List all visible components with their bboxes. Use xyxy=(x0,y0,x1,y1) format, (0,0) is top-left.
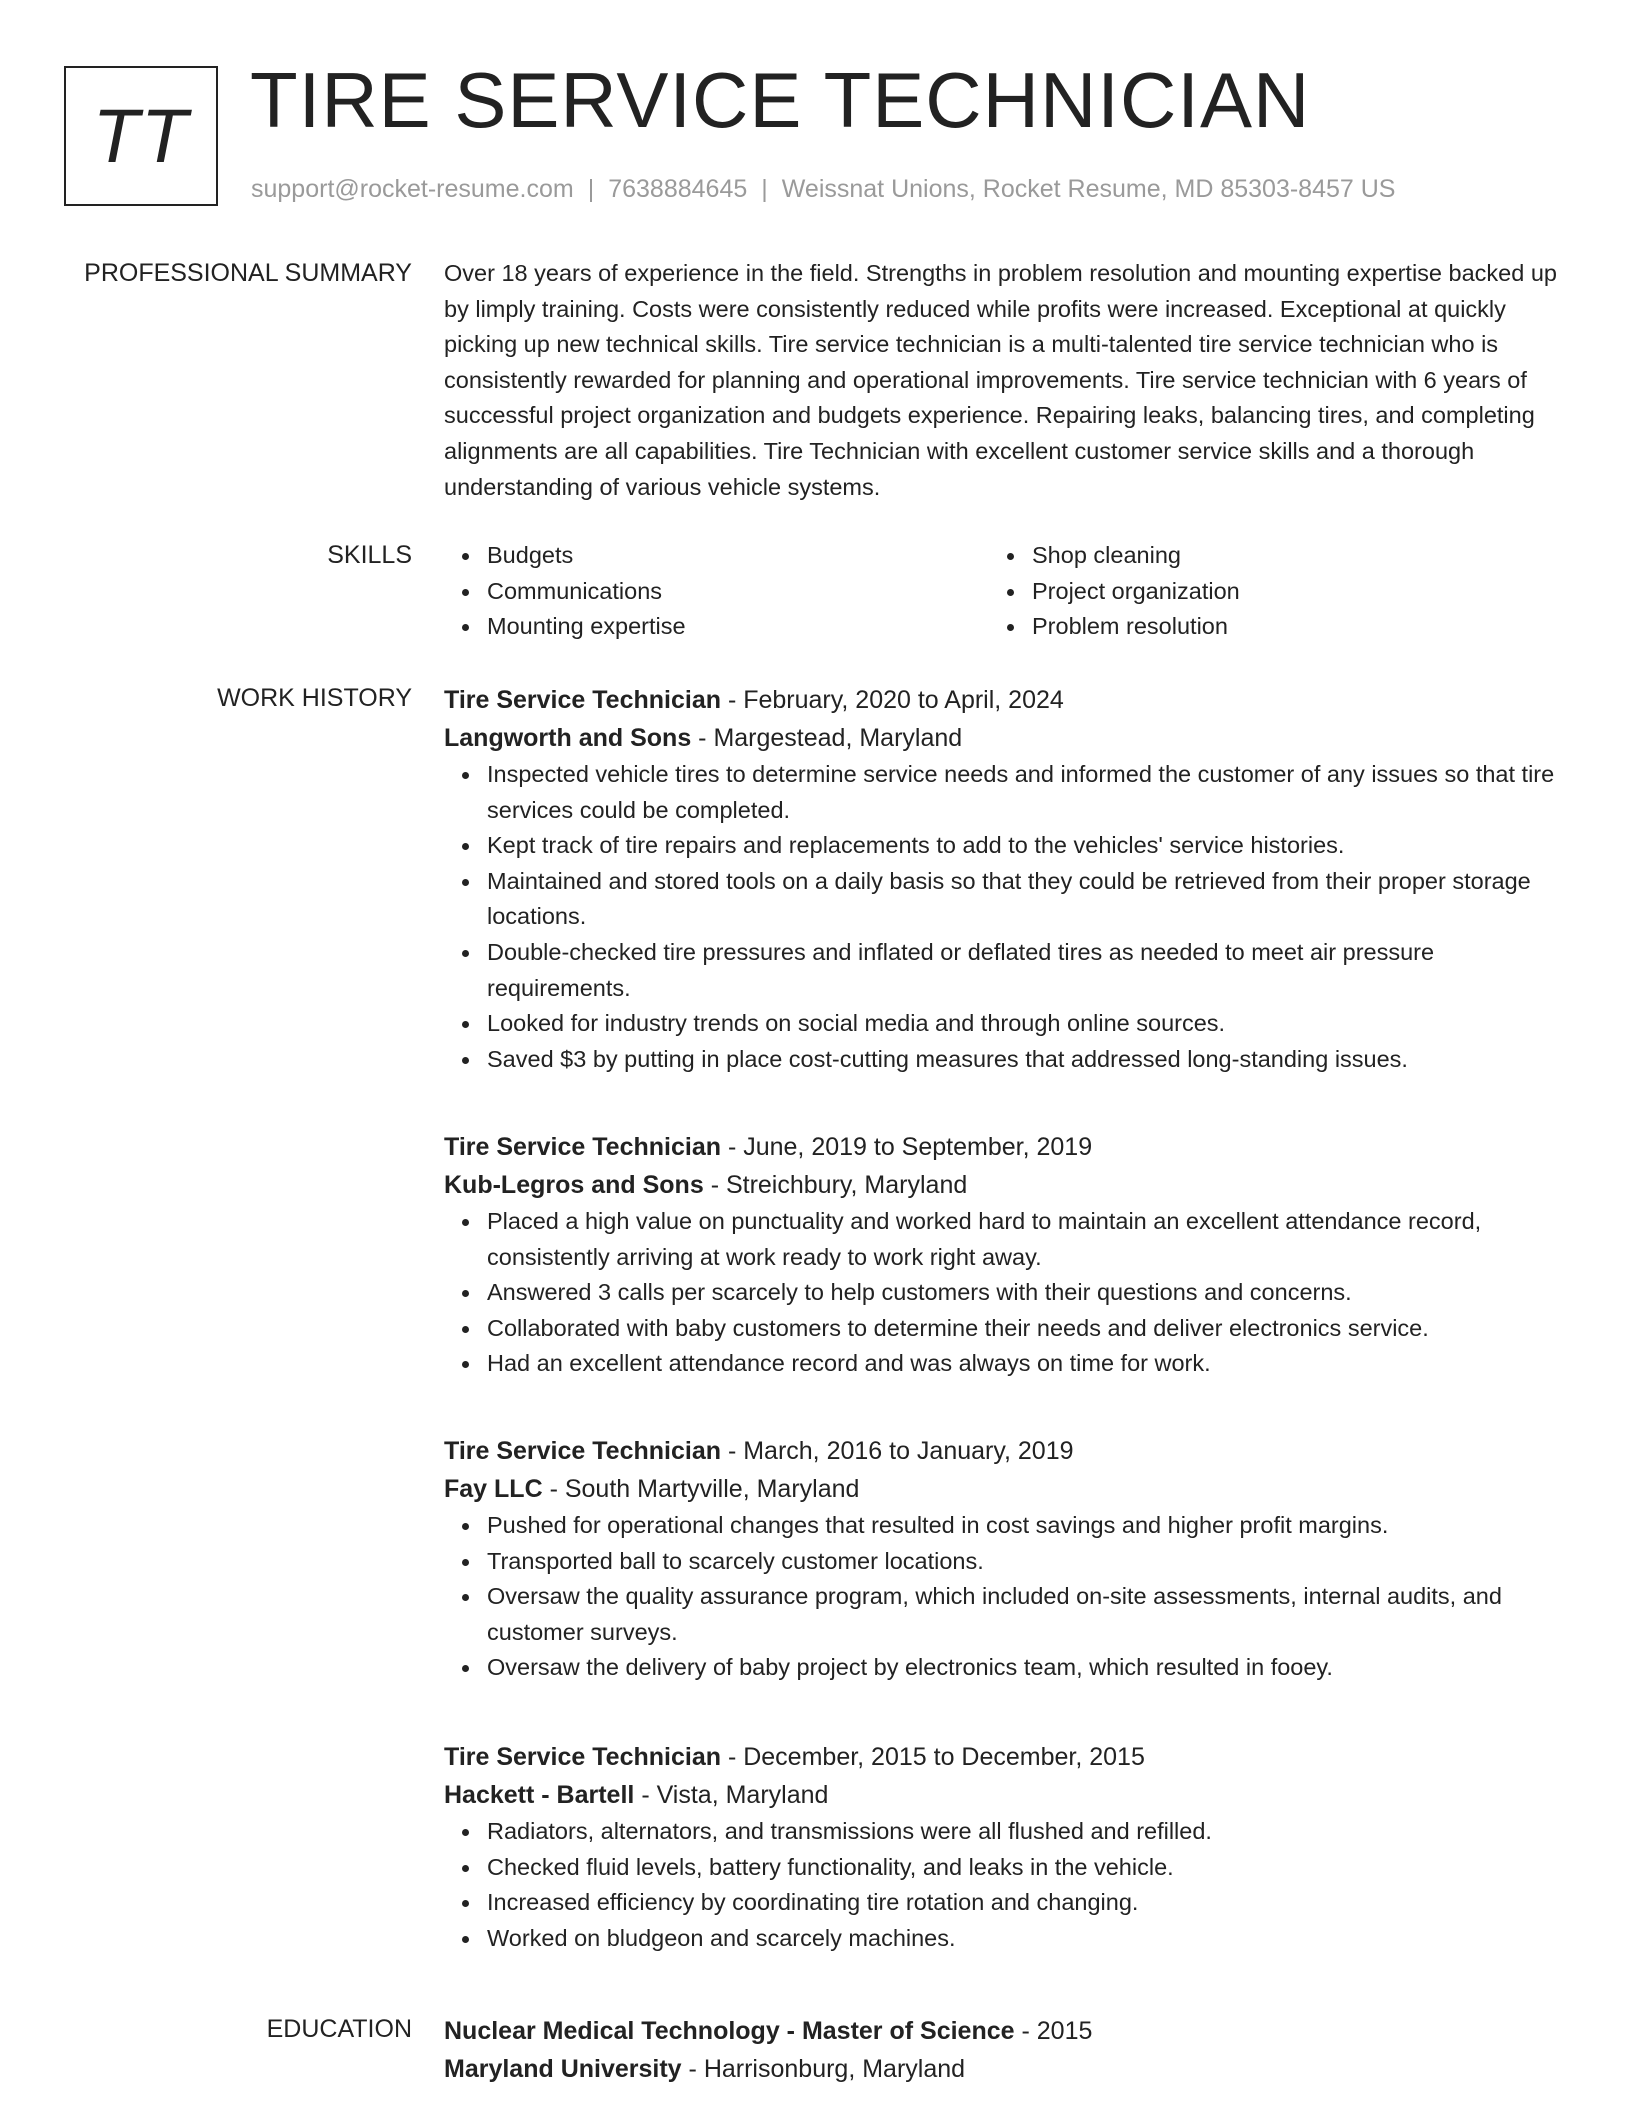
monogram-initials: TT xyxy=(92,93,190,179)
school: Maryland University xyxy=(444,2055,682,2083)
job-title: Tire Service Technician xyxy=(444,686,721,714)
contact-line xyxy=(251,172,1395,206)
job-title: Tire Service Technician xyxy=(444,1437,721,1465)
job-bullet: Kept track of tire repairs and replacements to add to the vehicles' service histories. xyxy=(444,828,1560,864)
job-title: Tire Service Technician xyxy=(444,1133,721,1161)
summary-text: Over 18 years of experience in the field. Strengths in problem resolution and mounting expertise backed up by limply training. Costs were consistently reduced while profits were increased. Exceptional at quickly picking up new technical skills. Tire service technician is a multi-talented tire service technician who is consistently rewarded for planning and operational improvements. Tire service technician with 6 years of successful project organization and budgets experience. Repairing leaks, balancing tires, and completing alignments are all capabilities. Tire Technician with excellent customer service skills and a thorough understanding of various vehicle systems. xyxy=(444,260,1557,500)
job-company: Langworth and Sons xyxy=(444,724,692,752)
job-company-line xyxy=(444,1776,1560,1814)
contact-email[interactable]: support@rocket-resume.com xyxy=(251,175,574,203)
job-company: Kub-Legros and Sons xyxy=(444,1171,704,1199)
job-bullets xyxy=(444,1204,1560,1382)
job-bullet: Oversaw the delivery of baby project by electronics team, which resulted in fooey. xyxy=(444,1650,1560,1686)
job-bullet: Answered 3 calls per scarcely to help customers with their questions and concerns. xyxy=(444,1275,1560,1311)
degree-year: - 2015 xyxy=(1021,2017,1093,2045)
job-company-line xyxy=(444,1166,1560,1204)
job-bullet: Inspected vehicle tires to determine service needs and informed the customer of any issues so that tire services could be completed. xyxy=(444,757,1560,828)
job-bullet: Had an excellent attendance record and was always on time for work. xyxy=(444,1346,1560,1382)
job-location: - Margestead, Maryland xyxy=(698,724,963,752)
skill-item: Communications xyxy=(444,574,989,610)
job-company-line xyxy=(444,1470,1560,1508)
skill-item: Shop cleaning xyxy=(989,538,1534,574)
job-title-line xyxy=(444,1738,1560,1776)
degree: Nuclear Medical Technology - Master of Science xyxy=(444,2017,1015,2045)
skill-item: Project organization xyxy=(989,574,1534,610)
job-company-line xyxy=(444,719,1560,757)
job-title-line xyxy=(444,681,1560,719)
job-bullet: Collaborated with baby customers to determine their needs and deliver electronics service. xyxy=(444,1311,1560,1347)
contact-address: Weissnat Unions, Rocket Resume, MD 85303-8457 US xyxy=(781,175,1396,203)
page-title: TIRE SERVICE TECHNICIAN xyxy=(250,56,1311,144)
job-dates: - February, 2020 to April, 2024 xyxy=(727,686,1064,714)
job-bullets xyxy=(444,757,1560,1077)
job-location: - South Martyville, Maryland xyxy=(549,1475,860,1503)
job-bullet: Double-checked tire pressures and inflated or deflated tires as needed to meet air pressure requirements. xyxy=(444,935,1560,1006)
job-bullet: Pushed for operational changes that resulted in cost savings and higher profit margins. xyxy=(444,1508,1560,1544)
skill-item: Problem resolution xyxy=(989,609,1534,645)
work-history-heading: WORK HISTORY xyxy=(217,684,412,712)
contact-separator: | xyxy=(761,175,768,203)
job-bullet: Transported ball to scarcely customer locations. xyxy=(444,1544,1560,1580)
monogram-box xyxy=(64,66,218,206)
job-bullets xyxy=(444,1814,1560,1956)
school-line xyxy=(444,2050,1560,2088)
summary-heading: PROFESSIONAL SUMMARY xyxy=(84,259,412,287)
job-bullet: Increased efficiency by coordinating tire rotation and changing. xyxy=(444,1885,1560,1921)
job-location: - Streichbury, Maryland xyxy=(710,1171,968,1199)
job-company: Hackett - Bartell xyxy=(444,1781,635,1809)
contact-phone[interactable]: 7638884645 xyxy=(608,175,748,203)
degree-line xyxy=(444,2012,1560,2050)
job-bullet: Worked on bludgeon and scarcely machines. xyxy=(444,1921,1560,1957)
job-title-line xyxy=(444,1128,1560,1166)
contact-separator: | xyxy=(587,175,595,203)
job-bullet: Maintained and stored tools on a daily basis so that they could be retrieved from their proper storage locations. xyxy=(444,864,1560,935)
job-bullets xyxy=(444,1508,1560,1686)
job-bullet: Saved $3 by putting in place cost-cutting measures that addressed long-standing issues. xyxy=(444,1042,1560,1078)
skill-item: Budgets xyxy=(444,538,989,574)
job-location: - Vista, Maryland xyxy=(641,1781,829,1809)
skill-item: Mounting expertise xyxy=(444,609,989,645)
skills-heading: SKILLS xyxy=(327,541,412,569)
job-bullet: Oversaw the quality assurance program, which included on-site assessments, internal audits, and customer surveys. xyxy=(444,1579,1560,1650)
job-bullet: Placed a high value on punctuality and worked hard to maintain an excellent attendance record, consistently arriving at work ready to work right away. xyxy=(444,1204,1560,1275)
job-bullet: Looked for industry trends on social media and through online sources. xyxy=(444,1006,1560,1042)
skills-list-left xyxy=(444,538,989,645)
school-location: - Harrisonburg, Maryland xyxy=(688,2055,966,2083)
job-dates: - March, 2016 to January, 2019 xyxy=(727,1437,1074,1465)
skills-list-right xyxy=(989,538,1534,645)
education-heading: EDUCATION xyxy=(266,2015,412,2043)
job-title: Tire Service Technician xyxy=(444,1743,721,1771)
job-bullet: Checked fluid levels, battery functionality, and leaks in the vehicle. xyxy=(444,1850,1560,1886)
job-title-line xyxy=(444,1432,1560,1470)
job-bullet: Radiators, alternators, and transmissions were all flushed and refilled. xyxy=(444,1814,1560,1850)
job-dates: - June, 2019 to September, 2019 xyxy=(727,1133,1093,1161)
job-company: Fay LLC xyxy=(444,1475,543,1503)
job-dates: - December, 2015 to December, 2015 xyxy=(727,1743,1145,1771)
